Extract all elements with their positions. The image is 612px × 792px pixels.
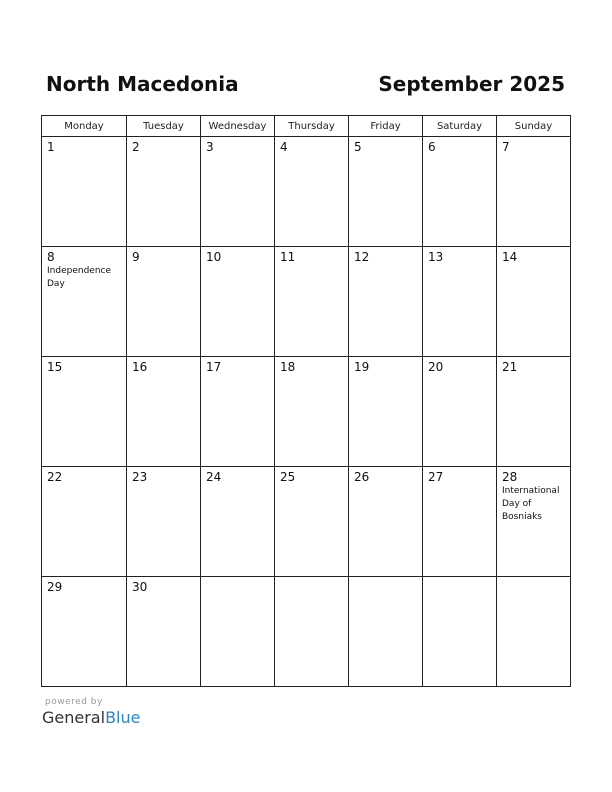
day-number: 7: [502, 140, 510, 154]
day-number: 24: [206, 470, 222, 484]
day-cell: [349, 247, 423, 357]
day-cell: [275, 577, 349, 687]
day-number: 17: [206, 360, 222, 374]
weekday-header: Saturday: [423, 116, 497, 137]
week-row: [42, 137, 571, 247]
day-cell: [201, 577, 275, 687]
generalblue-logo: [42, 708, 140, 727]
week-row: [42, 467, 571, 577]
day-number: 6: [428, 140, 436, 154]
day-cell: [423, 467, 497, 577]
day-cell: [423, 247, 497, 357]
day-cell: [423, 137, 497, 247]
day-cell: [423, 577, 497, 687]
week-row: [42, 577, 571, 687]
week-row: [42, 357, 571, 467]
day-cell: [423, 357, 497, 467]
day-number: 5: [354, 140, 362, 154]
day-cell: [349, 577, 423, 687]
day-cell: [349, 467, 423, 577]
day-number: 26: [354, 470, 370, 484]
weekday-header: Tuesday: [127, 116, 201, 137]
day-number: 22: [47, 470, 63, 484]
day-number: 21: [502, 360, 518, 374]
day-number: 12: [354, 250, 370, 264]
day-cell: [42, 357, 127, 467]
day-cell: [349, 137, 423, 247]
day-cell: [497, 247, 571, 357]
weekday-header: Thursday: [275, 116, 349, 137]
day-cell: [497, 137, 571, 247]
day-number: 29: [47, 580, 63, 594]
weekday-header: Monday: [42, 116, 127, 137]
powered-by-label: powered by: [45, 697, 103, 707]
calendar-grid: [41, 115, 571, 687]
day-cell: [275, 467, 349, 577]
day-cell: [201, 247, 275, 357]
day-number: 8: [47, 250, 55, 264]
day-cell: [42, 137, 127, 247]
day-number: 28: [502, 470, 518, 484]
day-number: 30: [132, 580, 148, 594]
calendar-body: [42, 137, 571, 687]
weekday-header-row: [42, 116, 571, 137]
day-cell: [127, 577, 201, 687]
day-cell: [497, 467, 571, 577]
brand-name-part1: General: [42, 708, 106, 727]
day-cell: [201, 357, 275, 467]
day-cell: [497, 357, 571, 467]
weekday-header: Friday: [349, 116, 423, 137]
weekday-header: Sunday: [497, 116, 571, 137]
day-number: 11: [280, 250, 296, 264]
day-cell: [497, 577, 571, 687]
day-cell: [275, 357, 349, 467]
day-cell: [127, 357, 201, 467]
day-cell: [275, 247, 349, 357]
day-number: 20: [428, 360, 444, 374]
day-number: 16: [132, 360, 148, 374]
holiday-label: Independence Day: [47, 266, 112, 289]
month-year-title: September 2025: [378, 72, 565, 96]
day-cell: [42, 577, 127, 687]
day-number: 10: [206, 250, 222, 264]
day-cell: [201, 137, 275, 247]
day-number: 9: [132, 250, 140, 264]
day-number: 18: [280, 360, 296, 374]
day-number: 1: [47, 140, 55, 154]
day-cell: [275, 137, 349, 247]
day-number: 19: [354, 360, 370, 374]
day-number: 2: [132, 140, 140, 154]
day-number: 4: [280, 140, 288, 154]
day-cell: [127, 137, 201, 247]
week-row: [42, 247, 571, 357]
day-number: 27: [428, 470, 444, 484]
day-number: 3: [206, 140, 214, 154]
day-number: 25: [280, 470, 296, 484]
day-number: 14: [502, 250, 518, 264]
day-number: 13: [428, 250, 444, 264]
day-cell: [201, 467, 275, 577]
weekday-header: Wednesday: [201, 116, 275, 137]
brand-name-part2: Blue: [105, 708, 141, 727]
day-cell: [127, 247, 201, 357]
day-number: 15: [47, 360, 63, 374]
country-title: North Macedonia: [46, 72, 239, 96]
day-cell: [42, 247, 127, 357]
day-number: 23: [132, 470, 148, 484]
holiday-label: International Day of Bosniaks: [502, 486, 560, 522]
day-cell: [127, 467, 201, 577]
day-cell: [349, 357, 423, 467]
day-cell: [42, 467, 127, 577]
